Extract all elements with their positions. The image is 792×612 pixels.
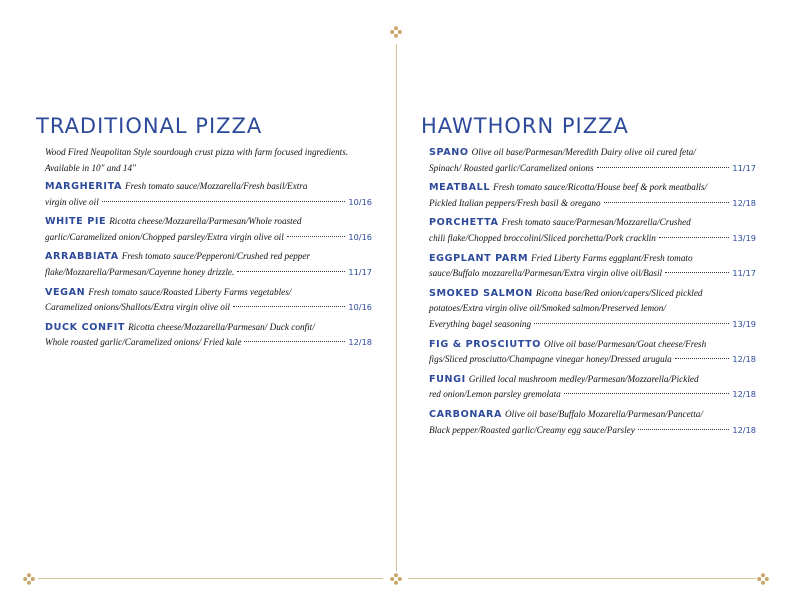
menu-item [45,285,372,316]
menu-item-name: PORCHETTA [429,217,499,229]
dot-leader [287,236,346,237]
menu-item [45,320,372,351]
traditional-intro: Wood Fired Neapolitan Style sourdough crust pizza with farm focused ingredients. Available in 10" and 14" [45,147,349,173]
menu-item-price: 10/16 [348,302,372,313]
dot-leader [534,323,729,324]
quatrefoil-dots-icon [390,573,402,585]
menu-item [429,372,756,403]
menu-item-price: 12/18 [732,354,756,365]
menu-item [429,337,756,368]
menu-item-description: chili flake/Chopped broccolini/Sliced porchetta/Pork cracklin [429,232,656,243]
menu-item-name: CARBONARA [429,408,502,420]
menu-item-description: Ricotta base/Red onion/capers/Sliced pickled [535,287,703,298]
menu-item-price: 11/17 [732,268,756,279]
menu-item [45,179,372,210]
dot-leader [233,306,345,307]
quatrefoil-dots-icon [23,573,35,585]
dot-leader [675,358,730,359]
bottom-rule-right [408,578,756,579]
menu-item-name: ARRABBIATA [45,251,119,263]
menu-item-name: VEGAN [45,286,86,298]
dot-leader [597,167,730,168]
menu-item-description: Caramelized onions/Shallots/Extra virgin olive oil [45,302,230,313]
menu-item-description: virgin olive oil [45,196,99,207]
menu-item-description: Fresh tomato sauce/Roasted Liberty Farms vegetables/ [88,286,292,297]
hawthorn-pizza-list [429,145,756,442]
dot-leader [604,202,730,203]
menu-item [429,145,756,176]
menu-item-description: sauce/Buffalo mozzarella/Parmesan/Extra virgin olive oil/Basil [429,268,663,279]
menu-item-description: flake/Mozzarella/Parmesan/Cayenne honey drizzle. [45,266,235,277]
dot-leader [564,393,730,394]
menu-item-description: Pickled Italian peppers/Fresh basil & oregano [429,197,601,208]
menu-item-price: 10/16 [348,196,372,207]
menu-item-price: 13/19 [732,318,756,329]
menu-item [45,214,372,245]
menu-item-price: 11/17 [348,266,372,277]
menu-item-price: 12/18 [732,389,756,400]
menu-item-name: FUNGI [429,373,466,385]
menu-item-name: EGGPLANT PARM [429,252,529,264]
center-divider [396,44,397,571]
dot-leader [237,271,345,272]
dot-leader [102,201,346,202]
menu-item-description: Spinach/ Roasted garlic/Caramelized onions [429,162,594,173]
quatrefoil-dots-icon [757,573,769,585]
menu-item-description: red onion/Lemon parsley gremolata [429,389,561,400]
menu-item-price: 11/17 [732,162,756,173]
quatrefoil-dots-icon [390,26,402,38]
menu-item [429,180,756,211]
menu-item [45,249,372,280]
menu-item-description: Fresh tomato sauce/Parmesan/Mozzarella/Crushed [501,217,691,228]
menu-item-description: Everything bagel seasoning [429,318,532,329]
hawthorn-pizza-title: HAWTHORN PIZZA [421,114,629,138]
menu-item-name: MEATBALL [429,182,491,194]
menu-item-description: Olive oil base/Buffalo Mozarella/Parmesan/Pancetta/ [505,408,703,419]
menu-item [429,286,756,333]
traditional-pizza-title: TRADITIONAL PIZZA [36,114,263,138]
traditional-pizza-list [45,145,372,355]
menu-item-description: figs/Sliced prosciutto/Champagne vinegar honey/Dressed arugula [429,354,672,365]
dot-leader [244,341,345,342]
menu-item-description: Olive oil base/Parmesan/Meredith Dairy olive oil cured feta/ [471,147,696,157]
menu-item-price: 13/19 [732,232,756,243]
menu-item-description: garlic/Caramelized onion/Chopped parsley/Extra virgin olive oil [45,231,284,242]
dot-leader [659,237,729,238]
menu-item-description: Ricotta cheese/Mozzarella/Parmesan/ Duck confit/ [128,321,315,332]
menu-item-name: WHITE PIE [45,216,107,228]
menu-item-price: 12/18 [732,424,756,435]
menu-item-price: 12/18 [732,197,756,208]
menu-item-description: Olive oil base/Parmesan/Goat cheese/Fresh [544,338,707,349]
menu-item-description: Fried Liberty Farms eggplant/Fresh tomato [531,252,693,263]
menu-item-description: Fresh tomato sauce/Pepperoni/Crushed red pepper [121,251,311,262]
menu-item-description: Fresh tomato sauce/Ricotta/House beef & pork meatballs/ [493,182,708,193]
menu-item-description: Ricotta cheese/Mozzarella/Parmesan/Whole roasted [109,216,302,227]
menu-item-description: Fresh tomato sauce/Mozzarella/Fresh basil/Extra [125,181,308,191]
menu-item [429,215,756,246]
menu-item-name: SPANO [429,147,469,158]
bottom-rule-left [38,578,383,579]
menu-item-price: 12/18 [348,337,372,348]
menu-item-description: Whole roasted garlic/Caramelized onions/ Fried kale [45,337,242,348]
menu-item-price: 10/16 [348,231,372,242]
menu-item [429,251,756,282]
menu-item [429,407,756,438]
dot-leader [638,429,730,430]
menu-item-name: MARGHERITA [45,181,122,192]
menu-item-description: Black pepper/Roasted garlic/Creamy egg sauce/Parsley [429,424,635,435]
dot-leader [665,272,729,273]
menu-item-description: potatoes/Extra virgin olive oil/Smoked salmon/Preserved lemon/ [429,303,666,314]
menu-item-name: DUCK CONFIT [45,321,126,333]
menu-item-name: FIG & PROSCIUTTO [429,338,541,350]
menu-item-description: Grilled local mushroom medley/Parmesan/Mozzarella/Pickled [468,373,699,384]
menu-item-name: SMOKED SALMON [429,287,533,299]
